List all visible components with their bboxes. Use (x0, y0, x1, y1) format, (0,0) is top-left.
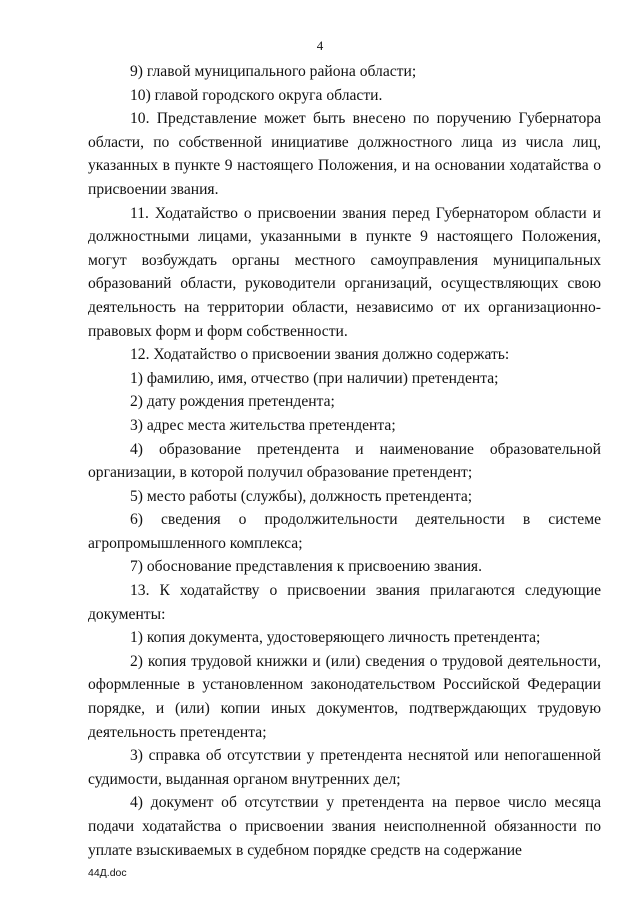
paragraph: 1) фамилию, имя, отчество (при наличии) претендента; (130, 369, 499, 387)
paragraph: 10. Представление может быть внесено по поручению Губернатора области, по собственной инициативе должностного лица из числа лиц, указанных в пункте 9 настоящего Положения, и на основании ходатайства о присвоении звания. (88, 110, 601, 198)
paragraph: 13. К ходатайству о присвоении звания прилагаются следующие документы: (88, 582, 601, 623)
paragraph: 5) место работы (службы), должность претендента; (130, 487, 473, 505)
file-name-footer: 44Д.doc (88, 867, 127, 879)
paragraph: 1) копия документа, удостоверяющего личность претендента; (130, 629, 541, 647)
paragraph: 6) сведения о продолжительности деятельности в системе агропромышленного комплекса; (88, 511, 601, 552)
paragraph: 4) документ об отсутствии у претендента на первое число месяца подачи ходатайства о присвоении звания неисполненной обязанности по уплате взыскиваемых в судебном порядке средств на содержание (88, 794, 601, 859)
document-body (88, 60, 601, 862)
paragraph: 12. Ходатайство о присвоении звания должно содержать: (130, 346, 510, 364)
paragraph: 3) справка об отсутствии у претендента неснятой или непогашенной судимости, выданная органом внутренних дел; (88, 747, 601, 788)
paragraph: 10) главой городского округа области. (130, 86, 383, 104)
paragraph: 11. Ходатайство о присвоении звания перед Губернатором области и должностными лицами, указанными в пункте 9 настоящего Положения, могут возбуждать органы местного самоуправления муниципальных образований области, руководители организаций, осуществляющих свою деятельность на территории области, независимо от их организационно-правовых форм и форм собственности. (88, 204, 601, 340)
page-number: 4 (316, 38, 324, 53)
paragraph: 4) образование претендента и наименование образовательной организации, в которой получил образование претендент; (88, 440, 601, 482)
paragraph: 3) адрес места жительства претендента; (130, 416, 396, 434)
paragraph: 7) обоснование представления к присвоению звания. (130, 558, 483, 576)
paragraph: 9) главой муниципального района области; (130, 63, 417, 80)
paragraph: 2) копия трудовой книжки и (или) сведения о трудовой деятельности, оформленные в установленном законодательством Российской Федерации порядке, и (или) копии иных документов, подтверждающих трудовую деятельность претендента; (88, 652, 601, 741)
paragraph: 2) дату рождения претендента; (130, 393, 335, 411)
